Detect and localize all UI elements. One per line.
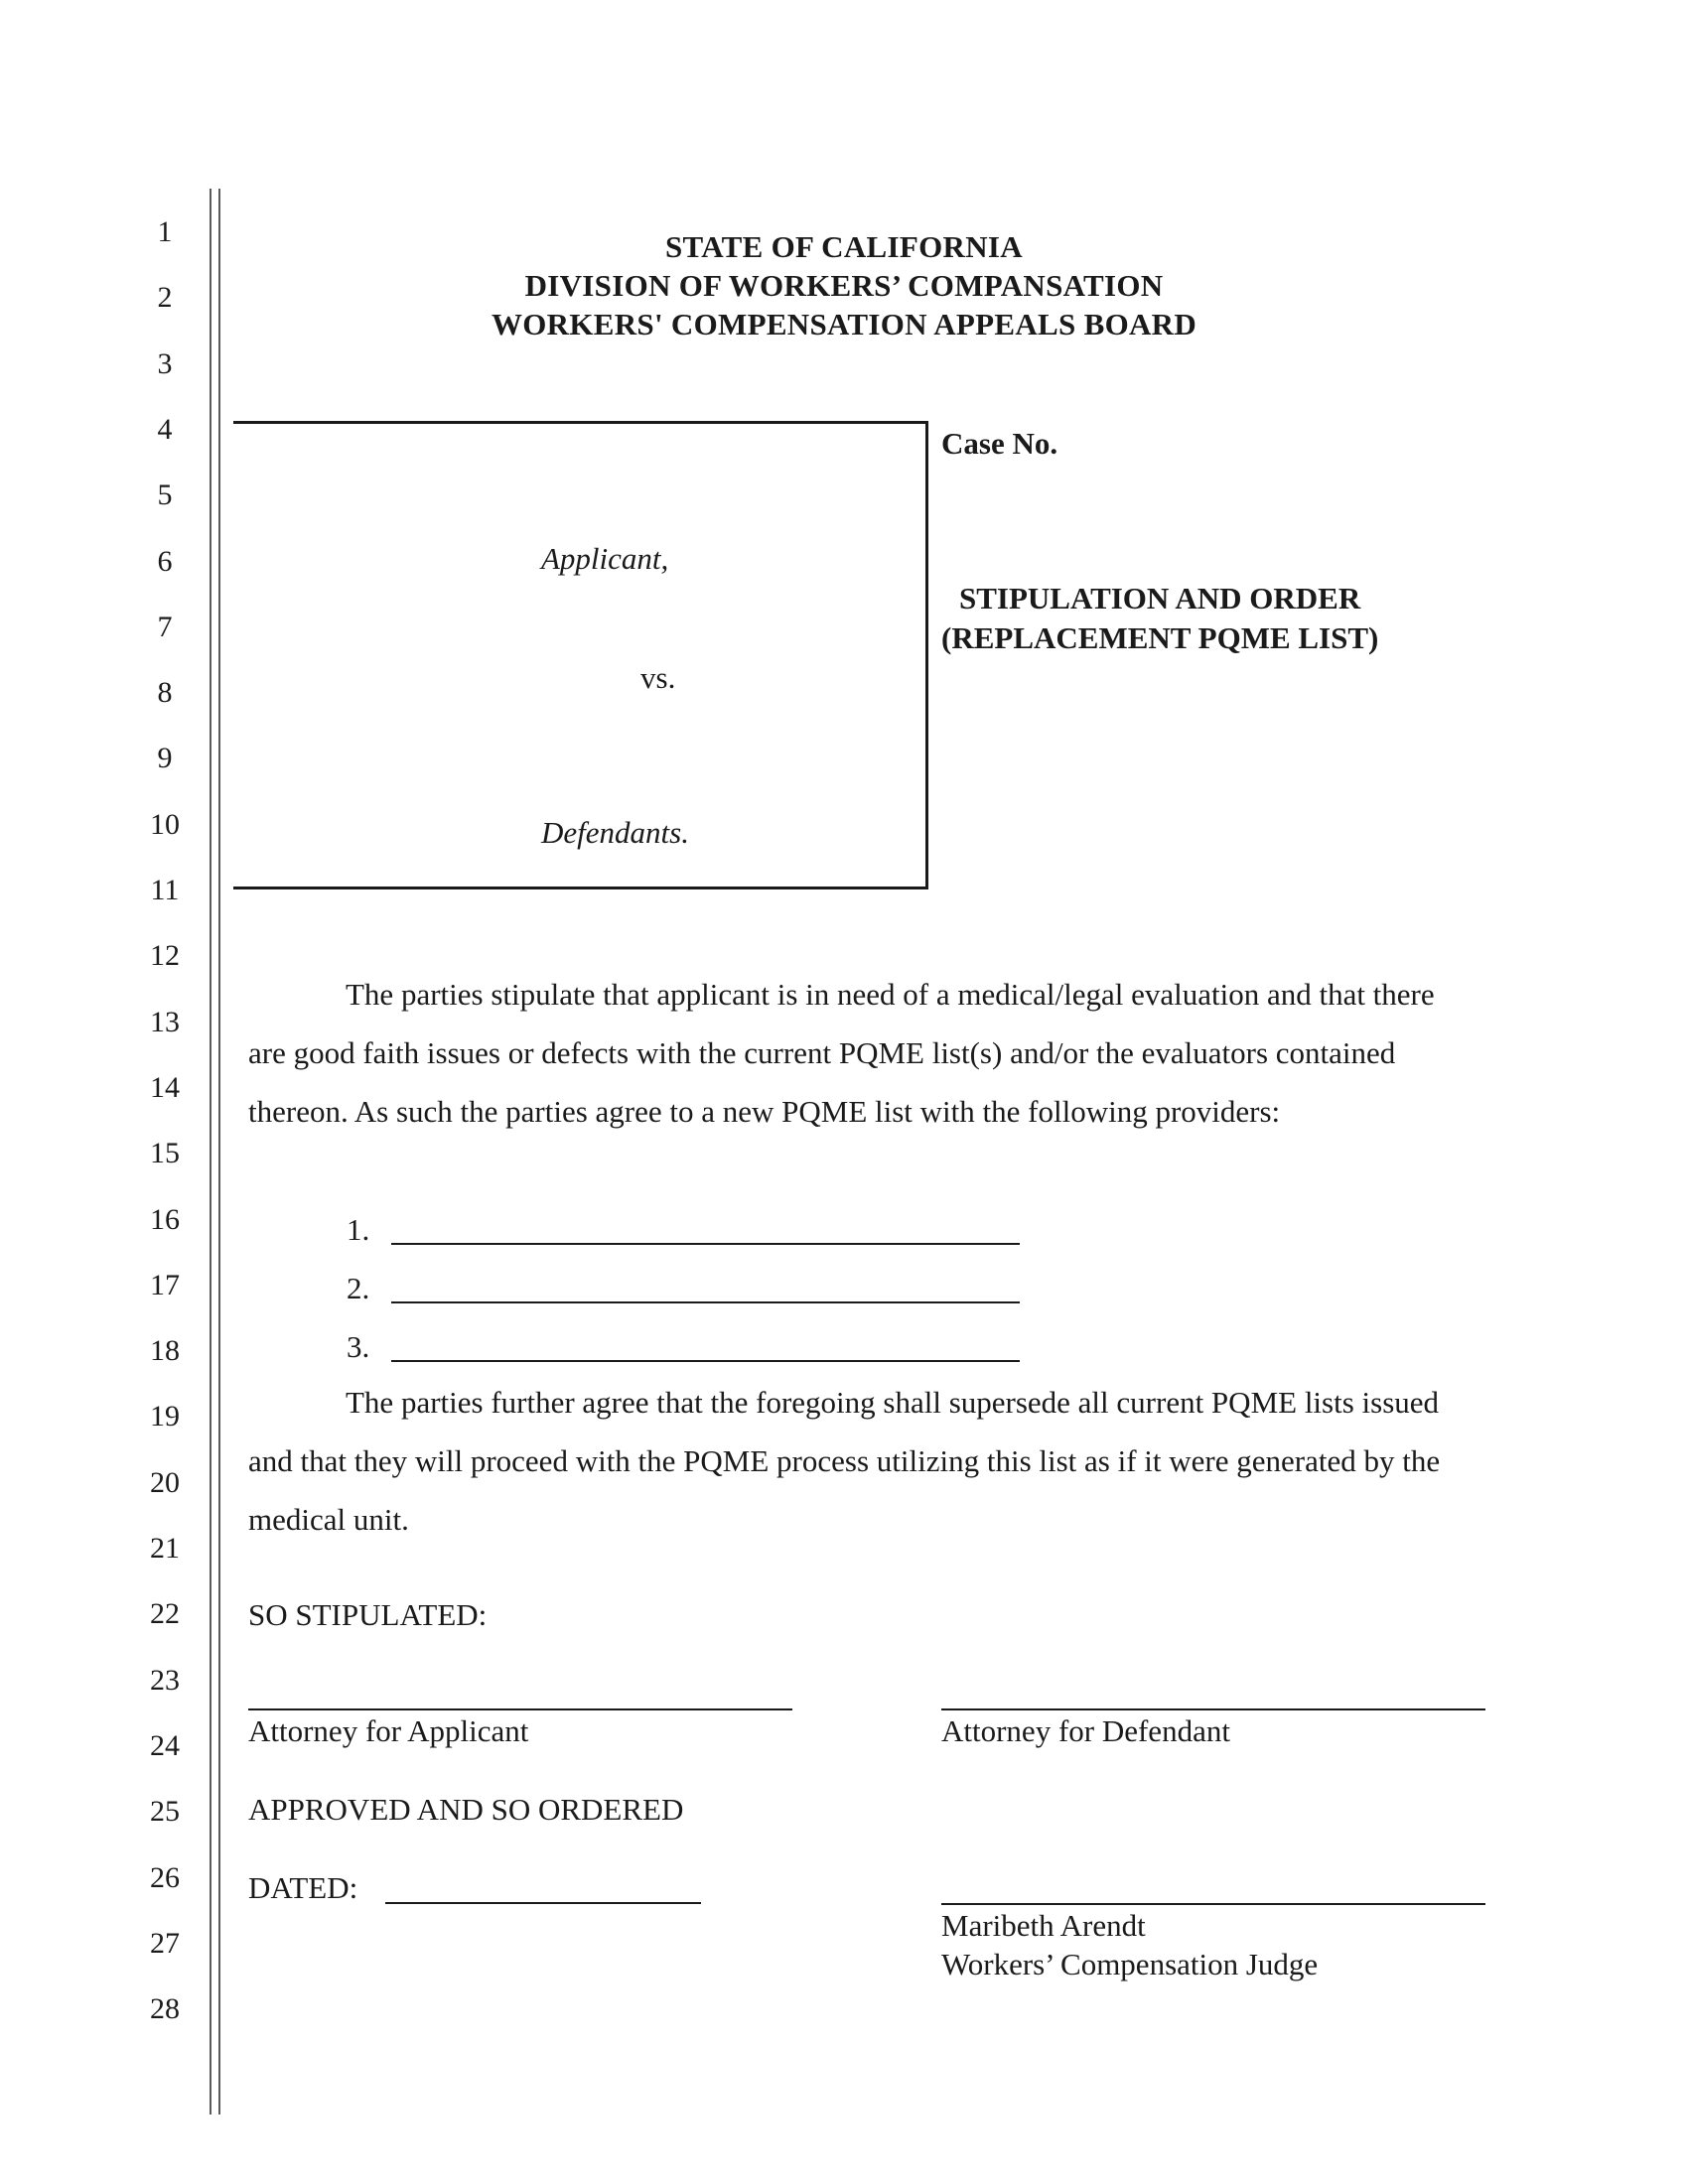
approved-label: APPROVED AND SO ORDERED xyxy=(248,1792,684,1827)
line-number: 5 xyxy=(157,478,173,512)
line-number: 16 xyxy=(150,1202,180,1236)
line-number: 7 xyxy=(157,610,173,643)
judge-title: Workers’ Compensation Judge xyxy=(941,1947,1319,1981)
provider-input-line[interactable] xyxy=(391,1360,1020,1362)
vs-label: vs. xyxy=(640,660,676,695)
line-number: 14 xyxy=(150,1070,180,1104)
line-number: 1 xyxy=(157,215,173,248)
judge-name: Maribeth Arendt xyxy=(941,1908,1146,1943)
line-number: 28 xyxy=(150,1992,180,2026)
header-division: DIVISION OF WORKERS’ COMPANSATION xyxy=(524,268,1164,303)
header-board: WORKERS' COMPENSATION APPEALS BOARD xyxy=(491,307,1197,341)
line-number: 8 xyxy=(157,676,173,710)
attorney-defendant-label: Attorney for Defendant xyxy=(941,1713,1230,1748)
provider-input-line[interactable] xyxy=(391,1243,1020,1245)
so-stipulated-label: SO STIPULATED: xyxy=(248,1597,488,1632)
attorney-applicant-label: Attorney for Applicant xyxy=(248,1713,529,1748)
applicant-attorney-signature-line[interactable] xyxy=(248,1708,792,1710)
line-number: 17 xyxy=(150,1268,180,1301)
stipulation-paragraph: The parties stipulate that applicant is in need of a medical/legal evaluation and that there are good faith issues or defects with the current PQME list(s) and/or the evaluators contained thereon. As such the parties agree to a new PQME list with the following providers: xyxy=(248,977,1435,1129)
supersede-paragraph: The parties further agree that the foregoing shall supersede all current PQME lists issued and that they will proceed with the PQME process utilizing this list as if it were generated by the medical unit. xyxy=(248,1385,1441,1537)
line-number: 23 xyxy=(150,1663,180,1697)
date-field-line[interactable] xyxy=(385,1902,701,1904)
line-number: 26 xyxy=(150,1860,180,1894)
line-number: 12 xyxy=(150,939,180,973)
margin-rule-left xyxy=(210,189,211,2115)
document-title-line2: (REPLACEMENT PQME LIST) xyxy=(941,620,1379,655)
line-number: 6 xyxy=(157,544,173,578)
line-number: 22 xyxy=(150,1597,180,1631)
line-number: 19 xyxy=(150,1400,180,1433)
document-title-line1: STIPULATION AND ORDER xyxy=(959,581,1361,615)
line-number: 24 xyxy=(150,1728,180,1762)
line-number: 18 xyxy=(150,1334,180,1368)
defendant-attorney-signature-line[interactable] xyxy=(941,1708,1485,1710)
margin-rule-right xyxy=(218,189,220,2115)
header-state: STATE OF CALIFORNIA xyxy=(665,229,1023,264)
applicant-label: Applicant, xyxy=(541,541,669,576)
provider-number: 1. xyxy=(347,1212,370,1247)
line-number: 4 xyxy=(157,412,173,446)
line-number: 11 xyxy=(150,874,180,906)
line-number: 3 xyxy=(157,346,173,380)
line-number: 9 xyxy=(157,742,173,775)
dated-label: DATED: xyxy=(248,1870,358,1905)
line-number: 10 xyxy=(150,807,180,841)
line-number: 25 xyxy=(150,1795,180,1829)
line-number: 13 xyxy=(150,1005,180,1038)
provider-number: 3. xyxy=(347,1329,370,1364)
judge-signature-line[interactable] xyxy=(941,1903,1485,1905)
provider-number: 2. xyxy=(347,1271,370,1305)
line-number: 2 xyxy=(157,281,173,315)
provider-input-line[interactable] xyxy=(391,1301,1020,1303)
line-number: 21 xyxy=(150,1532,180,1565)
case-no-label: Case No. xyxy=(941,426,1058,461)
line-number: 15 xyxy=(150,1137,180,1170)
line-number: 20 xyxy=(150,1465,180,1499)
defendants-label: Defendants. xyxy=(541,815,689,850)
line-number: 27 xyxy=(150,1926,180,1960)
